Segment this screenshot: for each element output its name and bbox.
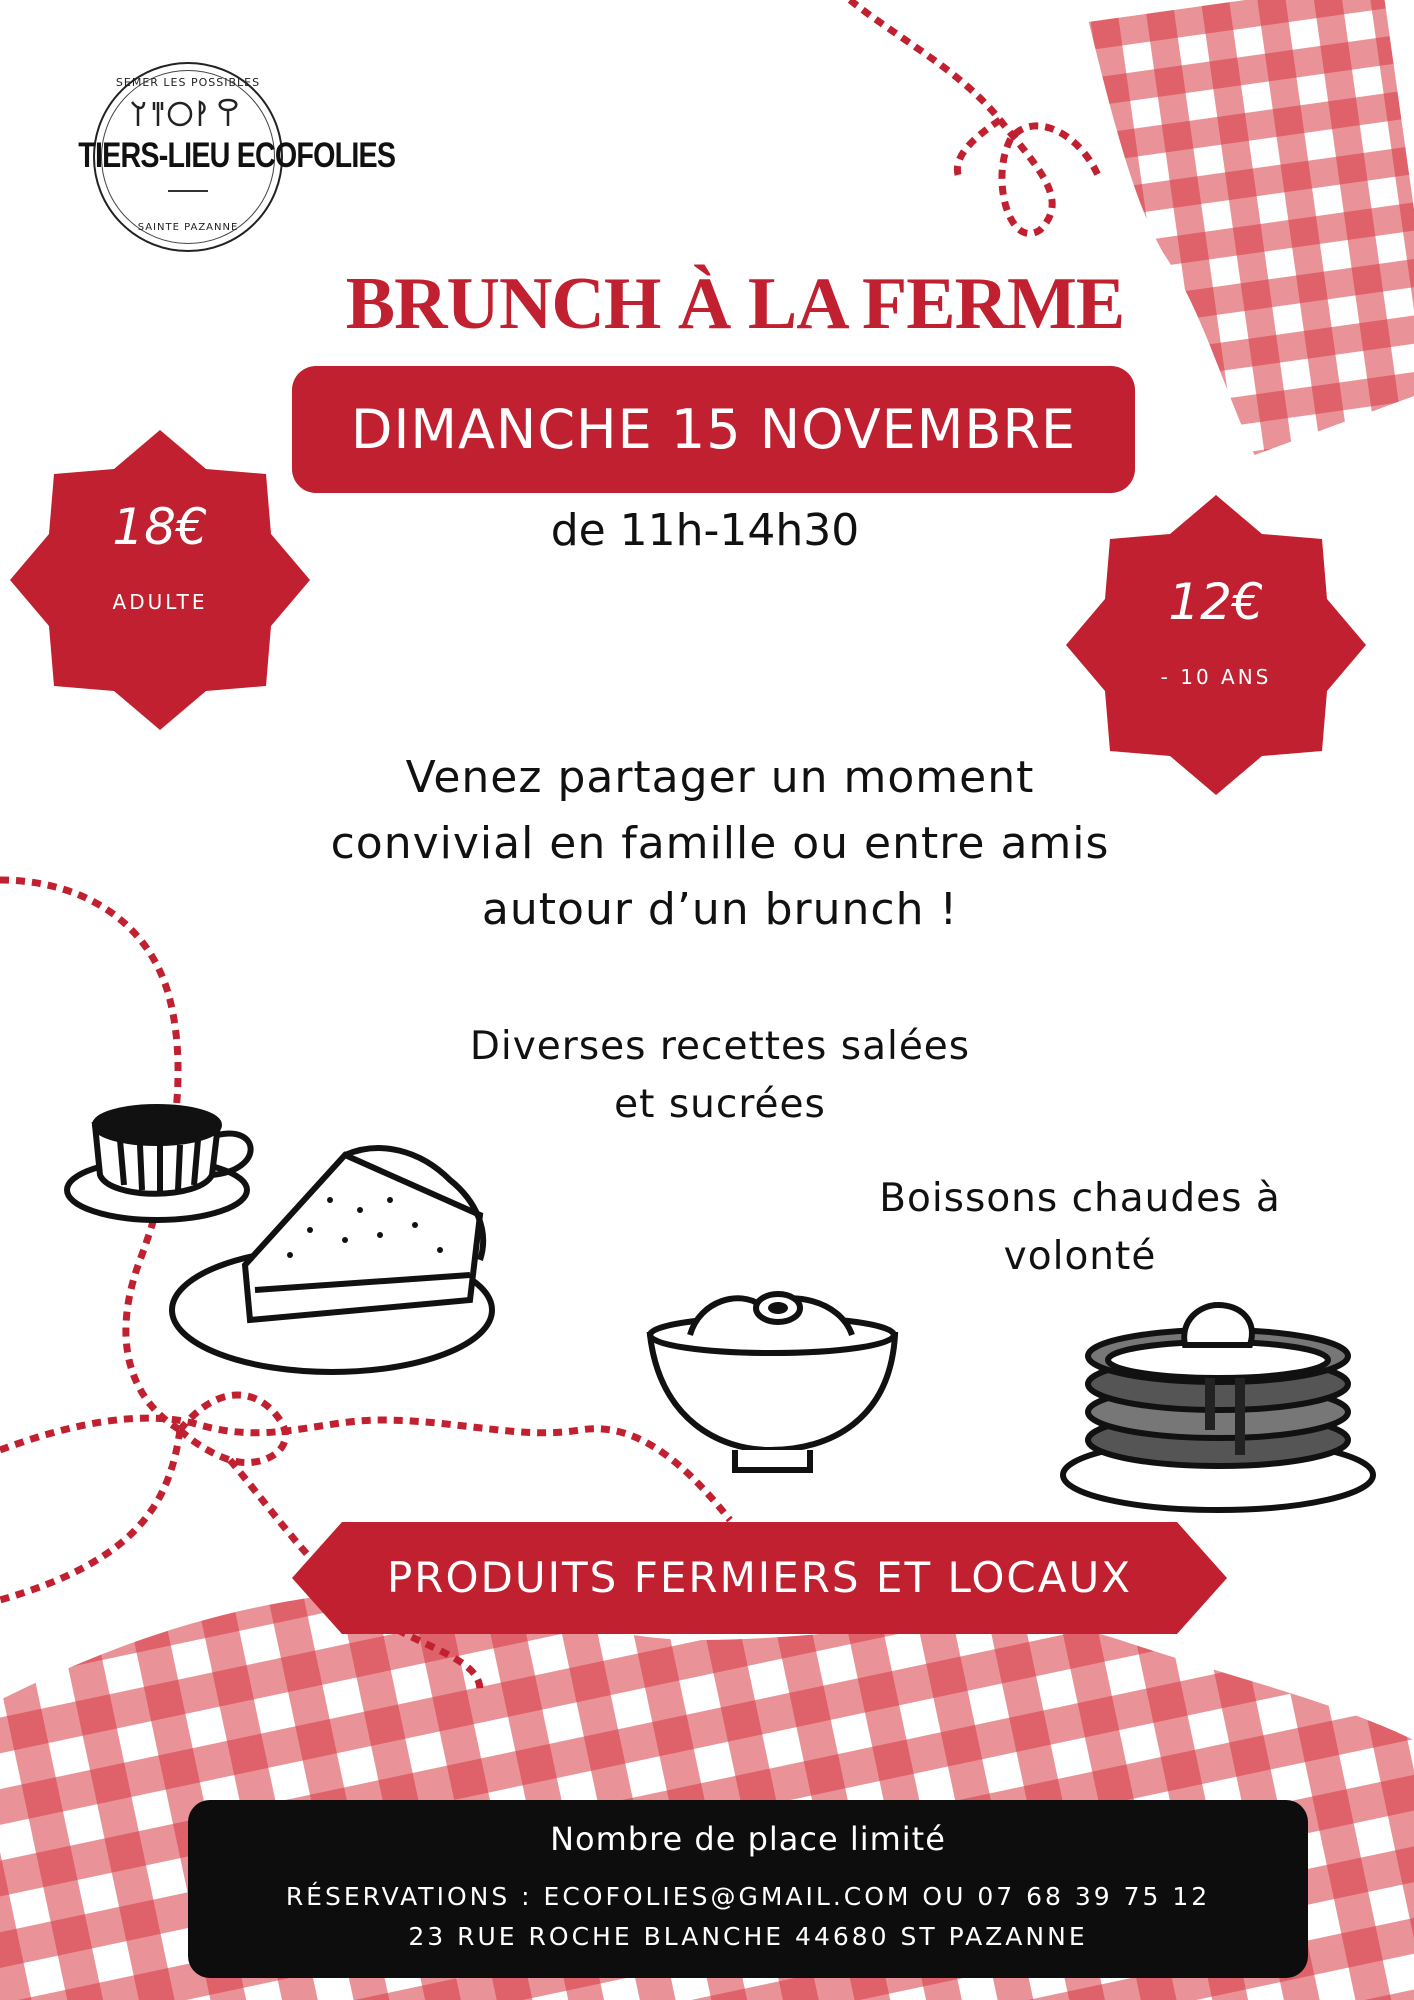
logo-tagline: SEMER LES POSSIBLES (115, 76, 261, 89)
logo-location: SAINTE PAZANNE (137, 222, 239, 233)
event-title: BRUNCH À LA FERME (345, 263, 1125, 345)
boissons-line-2: volonté (1003, 1234, 1157, 1279)
intro-line-3: autour d’un brunch ! (481, 884, 959, 935)
produits-label: PRODUITS FERMIERS ET LOCAUX (386, 1553, 1132, 1602)
event-hours: de 11h-14h30 (550, 505, 860, 556)
coffee-cup-icon (67, 1107, 251, 1220)
reservation-footer (188, 1800, 1308, 1978)
recettes-line-2: et sucrées (614, 1082, 826, 1127)
places-limit: Nombre de place limité (550, 1820, 946, 1858)
logo-name: TIERS-LIEU ECOFOLIES (78, 136, 396, 175)
recettes-line-1: Diverses recettes salées (469, 1024, 971, 1069)
egg-bowl-icon (650, 1294, 895, 1470)
intro-line-2: convivial en famille ou entre amis (330, 818, 1110, 869)
event-address: 23 RUE ROCHE BLANCHE 44680 ST PAZANNE (408, 1922, 1088, 1951)
child-price: 12€ (1168, 573, 1264, 631)
child-label: - 10 ANS (1160, 665, 1272, 689)
adult-label: ADULTE (112, 590, 208, 614)
intro-line-1: Venez partager un moment (405, 752, 1035, 803)
pancakes-icon (1063, 1305, 1373, 1510)
boissons-line-1: Boissons chaudes à (879, 1176, 1281, 1221)
adult-price: 18€ (112, 498, 208, 556)
event-date: DIMANCHE 15 NOVEMBRE (350, 398, 1077, 461)
reservation-contact: RÉSERVATIONS : ECOFOLIES@GMAIL.COM OU 07 68 39 75 12 (285, 1882, 1211, 1911)
produits-banner (292, 1522, 1227, 1634)
